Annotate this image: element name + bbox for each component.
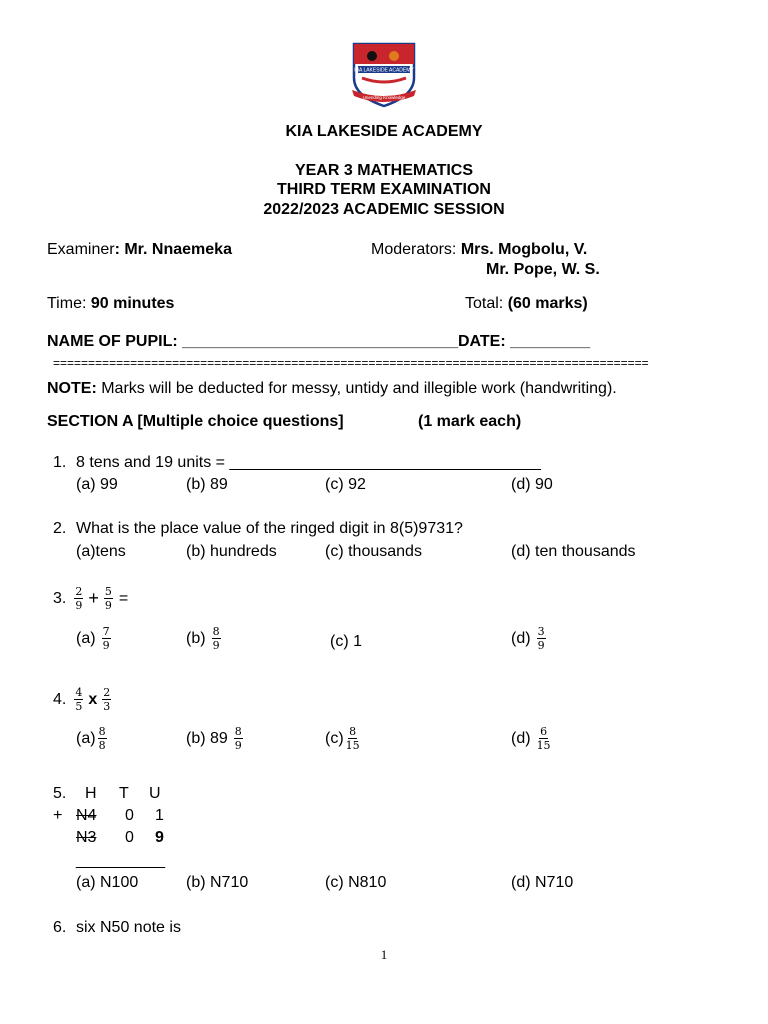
total-line: [465, 295, 588, 313]
q4-number: 4.: [53, 690, 67, 708]
session-title: 2022/2023 ACADEMIC SESSION: [263, 201, 505, 218]
q4-option-a: (a) $\frac{8}{8}$: [76, 725, 106, 752]
q1-option-a: (a) 99: [76, 476, 118, 493]
q5-row1-units: 1: [155, 807, 164, 824]
q3-number: 3.: [53, 589, 67, 607]
q5-row1-tens: 0: [125, 807, 134, 824]
q5-header-u: U: [149, 785, 161, 802]
school-name: KIA LAKESIDE ACADEMY: [285, 123, 483, 140]
q5-row1-hundreds: N4: [76, 807, 97, 824]
q5-option-d: (d) N710: [511, 874, 574, 891]
time-label: Time:: [47, 295, 87, 312]
q5-header-h: H: [85, 785, 97, 802]
q2-option-b: (b) hundreds: [186, 543, 277, 560]
section-title: SECTION A [Multiple choice questions]: [47, 413, 344, 430]
q1-option-b: (b) 89: [186, 476, 228, 493]
examiner-value: : Mr. Nnaemeka: [114, 241, 232, 258]
q1-text: 8 tens and 19 units = ___________________________________: [76, 454, 541, 471]
q2-number: 2.: [53, 520, 67, 537]
q4-option-c: (c) $\frac{8}{15}$: [325, 725, 360, 752]
q6-number: 6.: [53, 919, 67, 936]
time-line: [47, 295, 174, 313]
moderators-line: [371, 241, 587, 259]
logo-motto: Unending Knowledge: [362, 95, 406, 100]
total-label: Total:: [465, 295, 504, 312]
q4-fraction-2: $\frac{2}{3}$: [103, 686, 111, 713]
school-logo: [348, 40, 420, 110]
q2-option-a: (a)tens: [76, 543, 126, 560]
term-title: THIRD TERM EXAMINATION: [277, 181, 491, 198]
q1-number: 1.: [53, 454, 67, 471]
q4-operator: x: [88, 690, 98, 708]
q5-answer-line: __________: [76, 852, 165, 869]
q2-option-d: (d) ten thousands: [511, 543, 636, 560]
q3-question: [53, 586, 128, 611]
q6-text: six N50 note is: [76, 919, 181, 936]
q5-header-t: T: [119, 785, 129, 802]
q3-equals: =: [118, 589, 129, 607]
subject-title: YEAR 3 MATHEMATICS: [294, 162, 474, 179]
q3-option-b: (b) $\frac{8}{9}$: [186, 625, 220, 652]
moderators-label: Moderators:: [371, 241, 457, 258]
q5-row2-hundreds: N3: [76, 829, 97, 846]
q3-option-d: (d) $\frac{3}{9}$: [511, 625, 545, 652]
total-value: (60 marks): [507, 295, 588, 312]
q5-option-a: (a) N100: [76, 874, 139, 891]
q1-option-d: (d) 90: [511, 476, 553, 493]
q5-row2-units: 9: [155, 829, 164, 846]
q4-option-d: (d) $\frac{6}{15}$: [511, 725, 551, 752]
logo-figure-left: [367, 51, 377, 61]
q4-fraction-1: $\frac{4}{5}$: [75, 686, 83, 713]
q1-option-c: (c) 92: [325, 476, 366, 493]
name-date-line: NAME OF PUPIL: _______________________________DATE: _________: [47, 333, 591, 350]
time-value: 90 minutes: [90, 295, 175, 312]
q5-plus-sign: +: [53, 807, 63, 824]
note-text: Marks will be deducted for messy, untidy and illegible work (handwriting).: [96, 380, 617, 397]
q4-question: [53, 687, 113, 712]
logo-school-text: KIA LAKESIDE ACADEMY: [354, 67, 414, 74]
logo-figure-right: [389, 51, 399, 61]
q2-text: What is the place value of the ringed digit in 8(5)9731?: [76, 520, 463, 537]
q3-option-c: (c) 1: [330, 633, 362, 650]
q2-option-c: (c) thousands: [325, 543, 422, 560]
q5-option-c: (c) N810: [325, 874, 387, 891]
section-marks: (1 mark each): [418, 413, 522, 430]
separator-line: =====================================================================================: [53, 356, 649, 370]
q3-fraction-2: $\frac{5}{9}$: [104, 585, 112, 612]
q5-row2-tens: 0: [125, 829, 134, 846]
note-label: NOTE:: [47, 380, 97, 397]
q5-number: 5.: [53, 785, 67, 802]
q5-option-b: (b) N710: [186, 874, 249, 891]
q4-option-b: (b) 89 $\frac{8}{9}$: [186, 725, 242, 752]
q3-fraction-1: $\frac{2}{9}$: [75, 585, 83, 612]
page-number: 1: [380, 947, 388, 962]
note-line: [47, 380, 617, 398]
examiner-label: Examiner: [47, 241, 115, 258]
moderator-2: Mr. Pope, W. S.: [486, 261, 600, 278]
moderator-1: Mrs. Mogbolu, V.: [460, 241, 588, 258]
examiner-line: [47, 241, 232, 259]
q3-operator: +: [88, 588, 99, 608]
q3-option-a: (a) $\frac{7}{9}$: [76, 625, 110, 652]
